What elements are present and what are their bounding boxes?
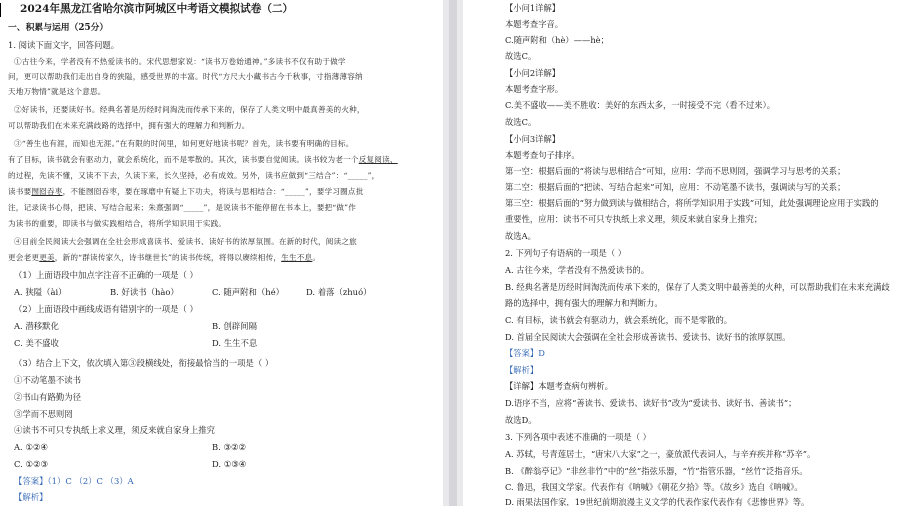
text-line: 【小问1详解】 — [505, 3, 561, 13]
option-b: B. 《醉翁亭记》“非丝非竹”中的“丝”指弦乐器，“竹”指管乐器，“丝竹”泛指音乐。 — [505, 466, 808, 476]
option-c: C. 鲁迅，我国文学家。代表作有《呐喊》《朝花夕拾》等。《故乡》选自《呐喊》。 — [505, 482, 803, 492]
question-1-intro: 1. 阅读下面文字，回答问题。 — [8, 40, 120, 50]
passage-line: 读书要囫囵吞枣，不能囫囵吞枣，要在琢磨中有疑上下功夫，将读与思相结合：“_____”，要学习圈点批 — [8, 187, 364, 196]
answer-line: 【答案】（1）C （2）C （3）A — [14, 476, 134, 486]
text-line: C.美不盛收——美不胜收：美好的东西太多，一时接受不完（看不过来）。 — [505, 100, 776, 110]
option-c: C. 有目标，读书就会有驱动力，就会系统化，而不是零散的。 — [505, 315, 733, 325]
text-line: D.语序不当，应将“善读书、爱读书、读好书”改为“爱读书、读好书、善读书”； — [505, 398, 797, 408]
question-2: 2. 下列句子有语病的一项是（ ） — [505, 248, 627, 258]
passage-line: 的过程，先读不懂，又读不下去，久读下来，长久坚持，必有成效。另外，读书应做到“三结合”：“_____”， — [8, 171, 380, 180]
analysis-label: 【解析】 — [14, 492, 48, 502]
text-line: 故选A。 — [505, 231, 536, 241]
option-d: D. 着落（zhuó） — [306, 287, 372, 297]
sub-question-1: （1）上面语段中加点字注音不正确的一项是（ ） — [14, 270, 198, 280]
analysis-label: 【解析】 — [505, 365, 539, 375]
passage-line: 问，更可以帮助我们走出自身的狭隘，感受世界的丰富。时代“方尺大小藏书古今千秋事，寸指薄薄容纳 — [8, 72, 363, 81]
document-title: 2024年黑龙江省哈尔滨市阿城区中考语文模拟试卷（二） — [20, 3, 294, 15]
passage-line: 注，记录读书心得，把读、写结合起来；朱熹强调“_____”，是说读书不能停留在书本上，要把“做”作 — [8, 203, 357, 212]
text-line: 本题考查句子排序。 — [505, 150, 580, 160]
option-a: A. 狭隘（ài） — [14, 287, 67, 297]
option-b: B. 好读书（hào） — [110, 287, 179, 297]
text-line: C.随声附和（hè）——hè； — [505, 35, 609, 45]
passage-line: ②好读书，还要读好书。经典名著是历经时间淘洗而传承下来的，保存了人类文明中最真善美的火种， — [14, 105, 365, 114]
section-heading: 一、积累与运用（25分） — [8, 23, 109, 33]
option-a: A. 潜移默化 — [14, 321, 59, 331]
passage-line: 可以帮助我们在未来充满歧路的选择中，拥有强大的理解力和判断力。 — [8, 121, 250, 130]
text-line: 第一空：根据后面的“将读与思相结合”可知，应用：学而不思则罔，强调学习与思考的关系； — [505, 166, 846, 176]
text-cursor — [0, 3, 1, 17]
left-document-page — [0, 0, 443, 506]
passage-line: 更会老更更美，新的“群读传家久，诗书继世长”的读书传统，将得以赓续相传，生生不息。 — [8, 253, 321, 262]
option-b: B. ③②② — [212, 442, 247, 452]
option-d: D. 雨果法国作家，19世纪前期浪漫主义文学的代表作家代表作有《悲惨世界》等。 — [505, 497, 810, 506]
option-d: D. ①③④ — [212, 459, 247, 469]
answer-line: 【答案】D — [505, 348, 545, 358]
sequence-item: ②书山有路勤为径 — [14, 392, 81, 402]
option-c: C. 美不盛收 — [14, 338, 59, 348]
text-line: 故选C。 — [505, 117, 537, 127]
text-line: 【详解】本题考查病句辨析。 — [505, 381, 613, 391]
option-b: B. 创辟间隔 — [212, 321, 257, 331]
text-line: 【小问3详解】 — [505, 134, 561, 144]
option-b: B. 经典名著是历经时间淘洗而传承下来的，保存了人类文明中最善美的火种，可以帮助我们在未来充满歧 — [505, 282, 890, 292]
passage-line: ①古往今来，学者没有不热爱读书的。宋代思想家说：“读书万卷始通神。”多读书不仅有助于做学 — [14, 57, 346, 66]
passage-line: ④目前全民阅读大会强调在全社会形成喜读书、爱读书、读好书的浓厚氛围。在新的时代，阅读之旅 — [14, 237, 357, 246]
text-line: 故选D。 — [505, 415, 537, 425]
option-a: A. 古往今来，学者没有不热爱读书的。 — [505, 265, 650, 275]
right-document-page — [463, 0, 900, 506]
option-a: A. 苏轼，号青莲居士，“唐宋八大家”之一，豪放派代表词人，与辛弃疾并称“苏辛”。 — [505, 449, 816, 459]
option-d: D. 首届全民阅读大会强调在全社会形成善读书、爱读书、读好书的浓厚氛围。 — [505, 332, 791, 342]
option-a: A. ①②④ — [14, 442, 48, 452]
sequence-item: ①不动笔墨不读书 — [14, 375, 81, 385]
text-line: 故选C。 — [505, 51, 537, 61]
option-c: C. 随声附和（hé） — [212, 287, 285, 297]
question-3: 3. 下列各项中表述不准确的一项是（ ） — [505, 432, 651, 442]
sub-question-2: （2）上面语段中画线成语有错别字的一项是（ ） — [14, 304, 198, 314]
text-line: 重要性，应用：读书不可只专执纸上求义理，须反来就自家身上推究； — [505, 214, 763, 224]
text-line: 本题考查字音。 — [505, 19, 564, 29]
option-b-cont: 路的选择中，拥有强大的理解力和判断力。 — [505, 298, 663, 308]
passage-line: 有了目标，读书就会有驱动力，就会系统化，而不是零散的。其次，读书要自觉阅读。读书较为老一个反复阅读、 — [8, 155, 398, 164]
passage-line: 天地万物情”就是这个意思。 — [8, 87, 106, 96]
option-d: D. 生生不息 — [212, 338, 258, 348]
page-gap — [449, 0, 457, 506]
option-c: C. ①②③ — [14, 459, 48, 469]
passage-line: ③“善生也有涯，而知也无涯。”在有限的时间里，如何更好地读书呢？首先，读书要有明确的目标。 — [14, 139, 354, 148]
sub-question-3: （3）结合上下文，依次填入第③段横线处，衔接最恰当的一项是（ ） — [14, 358, 274, 368]
text-line: 第三空：根据后面的“努力做到读与做相结合，将所学知识用于实践”可知，此处强调理论应用于实践的 — [505, 198, 879, 208]
passage-line: 为读书的重要，即读书与做实践相结合，将所学知识用于实践。 — [8, 219, 227, 228]
sequence-item: ③学而不思则罔 — [14, 409, 73, 419]
sequence-item: ④读书不可只专执纸上求义理，须反来就自家身上推究 — [14, 425, 215, 435]
text-line: 本题考查字形。 — [505, 84, 564, 94]
text-line: 【小问2详解】 — [505, 68, 561, 78]
text-line: 第二空：根据后面的“把读、写结合起来”可知，应用：不动笔墨不读书，强调读与写的关系； — [505, 182, 846, 192]
